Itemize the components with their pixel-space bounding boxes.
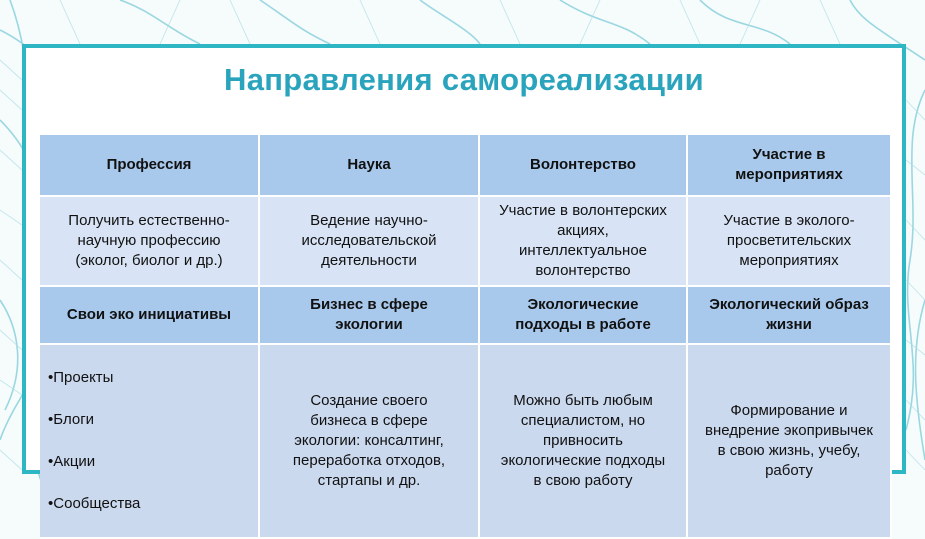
body-cell-volunteering: Участие в волонтерских акциях, интеллектуальное волонтерство <box>480 197 688 287</box>
body-cell-events: Участие в эколого- просветительских мероприятиях <box>688 197 892 287</box>
list-item: • Проекты <box>48 367 140 389</box>
directions-table <box>40 133 892 520</box>
body-cell-eco-initiatives <box>40 345 260 539</box>
initiatives-list <box>48 347 140 535</box>
list-item: • Сообщества <box>48 493 140 515</box>
header-cell-science: Наука <box>260 135 480 197</box>
header-cell-eco-initiatives: Свои эко инициативы <box>40 287 260 345</box>
header-cell-eco-business: Бизнес в сфере экологии <box>260 287 480 345</box>
body-cell-eco-approaches: Можно быть любым специалистом, но привносить экологические подходы в свою работу <box>480 345 688 539</box>
body-cell-eco-business: Создание своего бизнеса в сфере экологии: консалтинг, переработка отходов, стартапы и др. <box>260 345 480 539</box>
body-cell-profession: Получить естественно- научную профессию (эколог, биолог и др.) <box>40 197 260 287</box>
slide-title: Направления самореализации <box>224 62 704 97</box>
list-item: • Блоги <box>48 409 140 431</box>
header-cell-eco-approaches: Экологические подходы в работе <box>480 287 688 345</box>
body-cell-eco-lifestyle: Формирование и внедрение экопривычек в свою жизнь, учебу, работу <box>688 345 892 539</box>
header-cell-events: Участие в мероприятиях <box>688 135 892 197</box>
slide-frame <box>22 44 906 512</box>
header-cell-profession: Профессия <box>40 135 260 197</box>
header-cell-eco-lifestyle: Экологический образ жизни <box>688 287 892 345</box>
body-cell-science: Ведение научно- исследовательской деятельности <box>260 197 480 287</box>
list-item: • Акции <box>48 451 140 473</box>
header-cell-volunteering: Волонтерство <box>480 135 688 197</box>
